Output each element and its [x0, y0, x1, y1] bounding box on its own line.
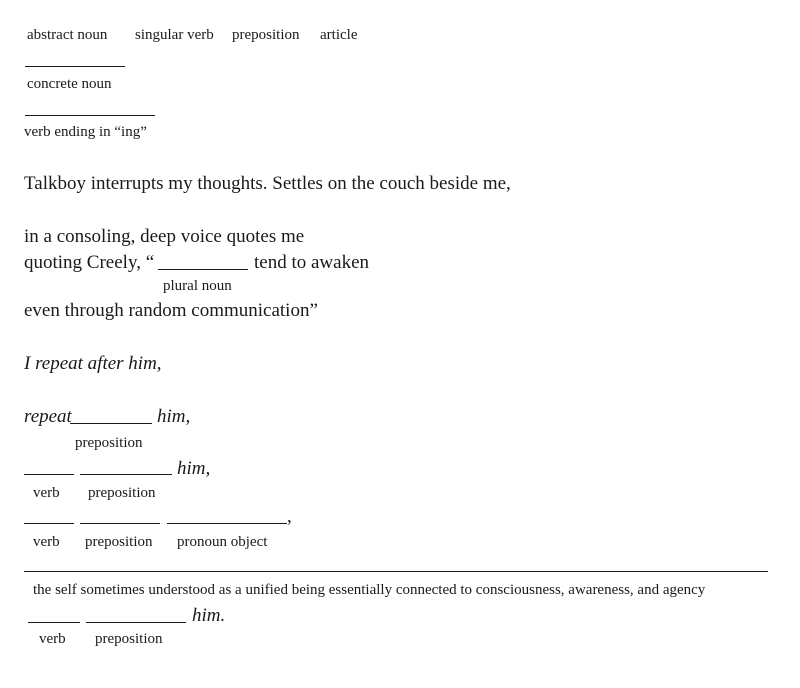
- label-line5-verb: verb: [39, 631, 66, 647]
- blank-self-definition[interactable]: [24, 571, 768, 572]
- repeat-after-him: I repeat after him,: [24, 353, 162, 374]
- blank-line3-verb[interactable]: [24, 523, 74, 524]
- blank-verb-ing[interactable]: [25, 115, 155, 116]
- blank-line5-verb[interactable]: [28, 622, 80, 623]
- paragraph-quoting-creely: quoting Creely, “: [24, 252, 155, 273]
- paragraph-random-communication: even through random communication”: [24, 300, 318, 321]
- paragraph-talkboy: Talkboy interrupts my thoughts. Settles on the couch beside me,: [24, 173, 511, 194]
- blank-line2-preposition[interactable]: [80, 474, 172, 475]
- label-plural-noun: plural noun: [163, 278, 232, 294]
- line1-him: him,: [157, 406, 191, 427]
- line2-him: him,: [177, 458, 211, 479]
- blank-line2-verb[interactable]: [24, 474, 74, 475]
- paragraph-tend-to-awaken: tend to awaken: [254, 252, 370, 273]
- label-line2-preposition: preposition: [88, 485, 156, 501]
- blank-line3-preposition[interactable]: [80, 523, 160, 524]
- label-article: article: [320, 27, 358, 43]
- label-self-definition: the self sometimes understood as a unified being essentially connected to consciousness, awareness, and agency: [33, 582, 706, 598]
- blank-line1-preposition[interactable]: [70, 423, 152, 424]
- label-verb-ing: verb ending in “ing”: [24, 124, 147, 140]
- label-line3-verb: verb: [33, 534, 60, 550]
- label-line3-preposition: preposition: [85, 534, 153, 550]
- line5-him: him.: [192, 605, 226, 626]
- blank-line3-pronoun-object[interactable]: [167, 523, 287, 524]
- label-abstract-noun: abstract noun: [27, 27, 108, 43]
- label-singular-verb: singular verb: [135, 27, 214, 43]
- paragraph-consoling: in a consoling, deep voice quotes me: [24, 226, 305, 247]
- line3-comma: ,: [287, 506, 292, 527]
- label-preposition-top: preposition: [232, 27, 300, 43]
- line1-repeat: repeat: [24, 406, 72, 427]
- blank-concrete-noun[interactable]: [25, 66, 125, 67]
- label-line5-preposition: preposition: [95, 631, 163, 647]
- label-line3-pronoun-object: pronoun object: [177, 534, 268, 550]
- label-line2-verb: verb: [33, 485, 60, 501]
- blank-line5-preposition[interactable]: [86, 622, 186, 623]
- label-concrete-noun: concrete noun: [27, 76, 112, 92]
- label-line1-preposition: preposition: [75, 435, 143, 451]
- blank-plural-noun[interactable]: [158, 269, 248, 270]
